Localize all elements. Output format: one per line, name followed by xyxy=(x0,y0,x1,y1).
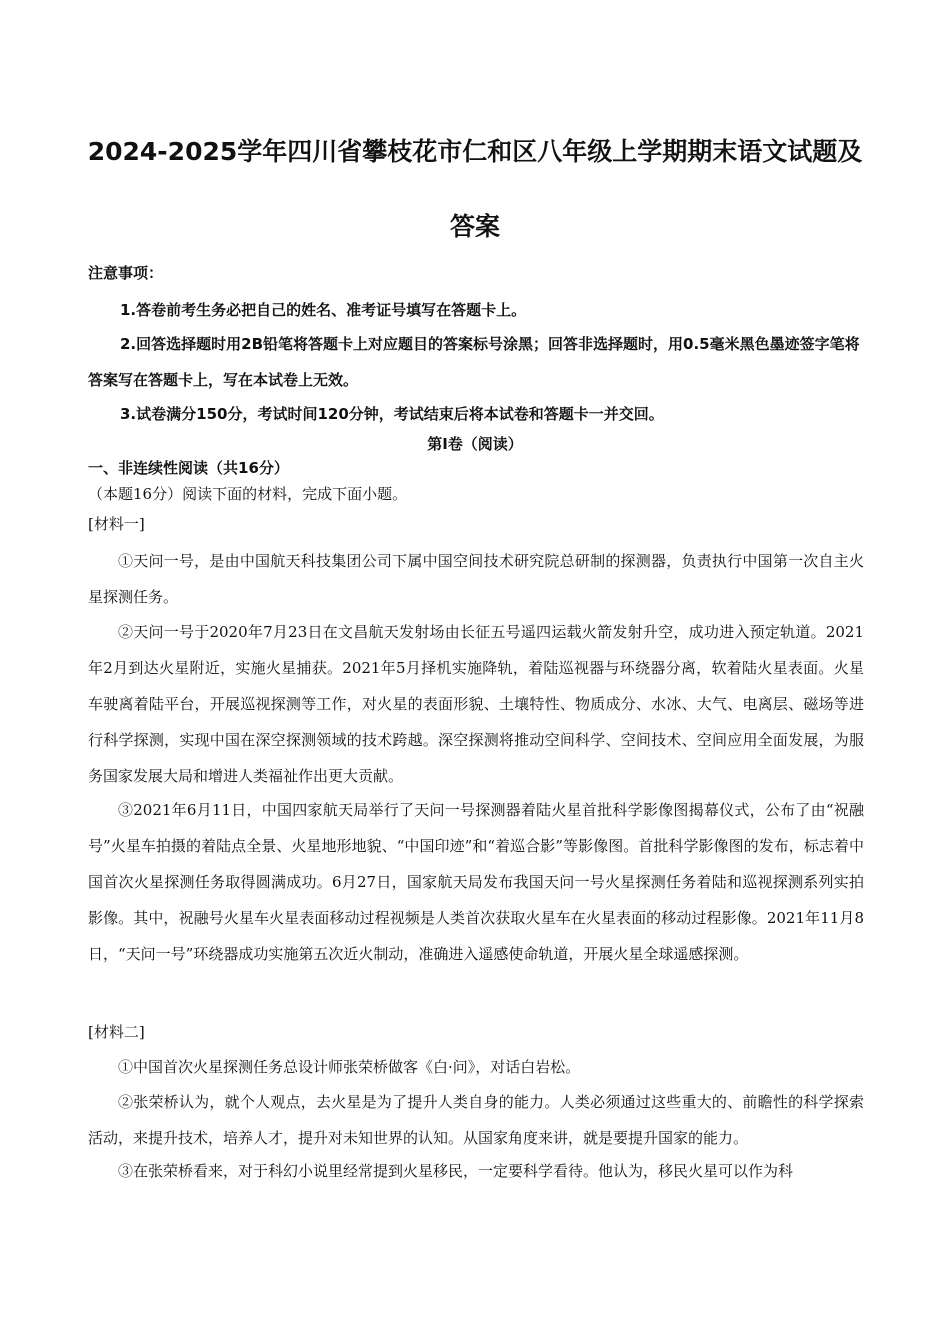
material-2-paragraph-1: ①中国首次火星探测任务总设计师张荣桥做客《白·问》，对话白岩松。 xyxy=(118,1058,581,1076)
material-2-label: [材料二] xyxy=(88,1023,145,1041)
material-1-paragraph-1: ①天问一号，是由中国航天科技集团公司下属中国空间技术研究院总研制的探测器，负责执行中国第一次自主火星探测任务。 xyxy=(88,552,864,606)
note-item-2: 2.回答选择题时用2B铅笔将答题卡上对应题目的答案标号涂黑；回答非选择题时，用0.5毫米黑色墨迹签字笔将答案写在答题卡上，写在本试卷上无效。 xyxy=(88,335,860,389)
question-instruction: （本题16分）阅读下面的材料，完成下面小题。 xyxy=(88,485,408,503)
material-2-paragraph-3: ③在张荣桥看来，对于科幻小说里经常提到火星移民，一定要科学看待。他认为，移民火星可以作为科 xyxy=(118,1162,794,1180)
material-1-paragraph-3: ③2021年6月11日，中国四家航天局举行了天问一号探测器着陆火星首批科学影像图揭幕仪式，公布了由“祝融号”火星车拍摄的着陆点全景、火星地形地貌、“中国印迹”和“着巡合影”等影像图。首批科学影像图的发布，标志着中国首次火星探测任务取得圆满成功。6月27日，国家航天局发布我国天问一号火星探测任务着陆和巡视探测系列实拍影像。其中，祝融号火星车火星表面移动过程视频是人类首次获取火星车在火星表面的移动过程影像。2021年11月8日，“天问一号”环绕器成功实施第五次近火制动，准确进入遥感使命轨道，开展火星全球遥感探测。 xyxy=(88,801,864,963)
part-heading: 一、非连续性阅读（共16分） xyxy=(88,459,289,477)
document-title-line-1: 2024-2025学年四川省攀枝花市仁和区八年级上学期期末语文试题及 xyxy=(87,137,863,166)
material-1-label: [材料一] xyxy=(88,515,145,533)
material-1-paragraph-2: ②天问一号于2020年7月23日在文昌航天发射场由长征五号遥四运载火箭发射升空，成功进入预定轨道。2021年2月到达火星附近，实施火星捕获。2021年5月择机实施降轨，着陆巡视器与环绕器分离，软着陆火星表面。火星车驶离着陆平台，开展巡视探测等工作，对火星的表面形貌、土壤特性、物质成分、水冰、大气、电离层、磁场等进行科学探测，实现中国在深空探测领域的技术跨越。深空探测将推动空间科学、空间技术、空间应用全面发展，为服务国家发展大局和增进人类福祉作出更大贡献。 xyxy=(88,623,864,785)
section-title: 第Ⅰ卷（阅读） xyxy=(427,435,523,453)
document-title-line-2: 答案 xyxy=(449,212,500,241)
note-item-1: 1.答卷前考生务必把自己的姓名、准考证号填写在答题卡上。 xyxy=(120,301,527,319)
material-2-paragraph-2: ②张荣桥认为，就个人观点，去火星是为了提升人类自身的能力。人类必须通过这些重大的、前瞻性的科学探索活动，来提升技术，培养人才，提升对未知世界的认知。从国家角度来讲，就是要提升国家的能力。 xyxy=(88,1093,864,1147)
notes-heading: 注意事项： xyxy=(88,264,164,282)
note-item-3: 3.试卷满分150分，考试时间120分钟，考试结束后将本试卷和答题卡一并交回。 xyxy=(120,405,664,423)
